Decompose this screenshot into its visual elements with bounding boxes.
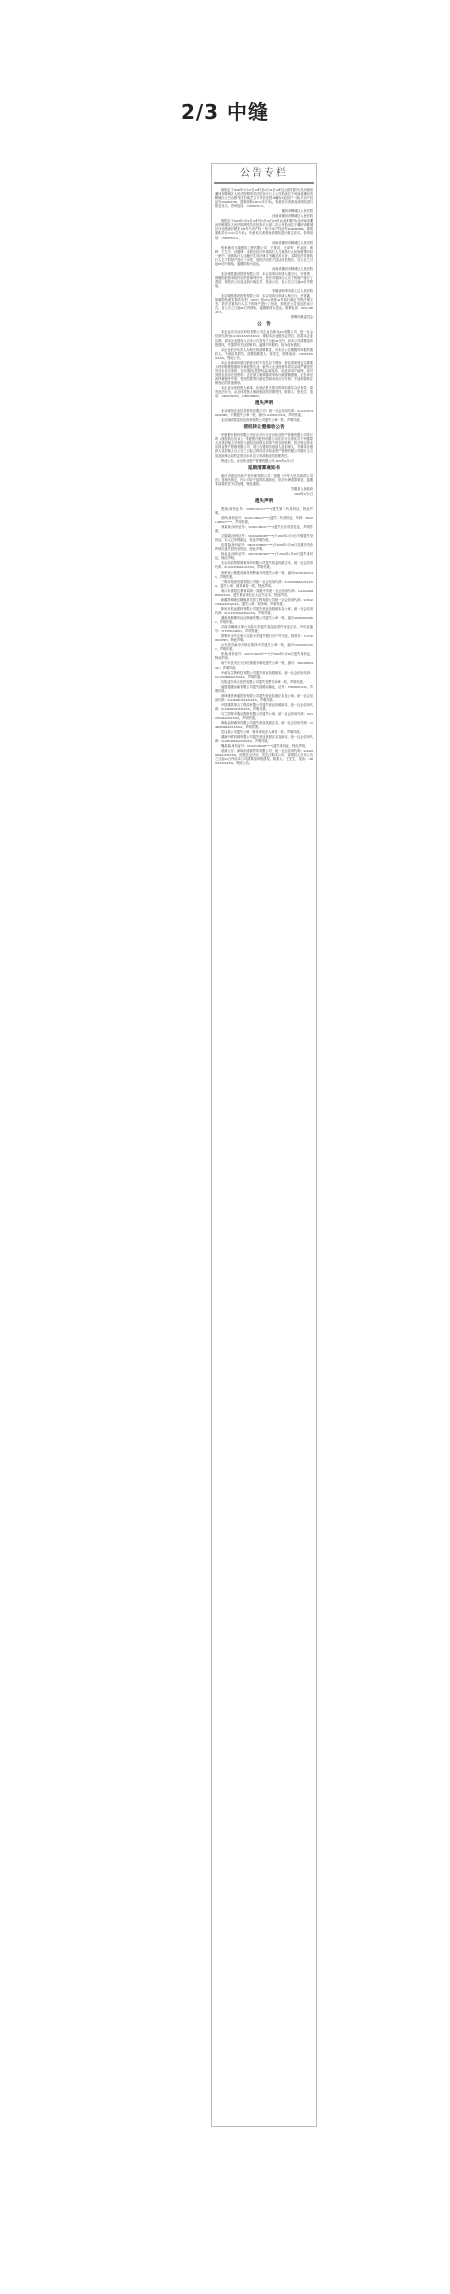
notice-signer: 河南省漯河市郾城区人民法院 [272,266,313,271]
notice-paragraph: 三明市旅游发展有限公司统一社会信用代码：91350400MA2YXXXX，遗失公章、财务章各一枚，特此声明。 [215,579,313,588]
notice-paragraph: 周口市淮阳区教育局第一高级中学统一社会信用代码：12411626MB0XXXXX，遗失事业单位法人证书正本，特此声明。 [215,588,313,597]
notice-paragraph: 贾燕(身份证号：370827197211****)遗失第二代身份证，特此声明。 [215,506,313,515]
notice-paragraph: 山东省济南市天桥区第四中学遗失公章一枚，编号3701050012457，声明作废。 [215,643,313,652]
notice-signer: 2020年2月7日 [294,491,313,496]
notice-paragraph: 北京高信苑厚晟事务所有限公司遗失营业执照正本，统一社会信用代码：91110105MA01XXXX，声明作废。 [215,561,313,570]
page-title: 2/3 中缝 [180,100,270,124]
notice-signer: 安徽省人民政府 [291,486,313,491]
notice-paragraph: 邯郸市永年区第六实验小学遗失银行开户许可证，核准号：J1275000418305，特此声明。 [215,634,313,643]
notice-heading: 遗失声明 [254,498,274,504]
notice-paragraph: 北京城投建设投资有限公司：本合同项目申请人杨万行，许青鑫，郭朝阳依照本院作出的（2020）皖0311执恢42号执行裁定书等法律文书，依法对被执行人名下的财产进行了拍卖，现依法公告送达拍卖公告，自公告之日起60日内领取，逾期即视为送达。联系电话：0552-3064515。 [215,294,313,315]
notice-paragraph: 海南金海港务有限公司遗失营业执照正本，统一社会信用代码：91460000MA5XXXXX，声明作废。 [215,721,313,730]
notice-paragraph: 文娟娟(身份证号：532624200208****)于2020年2月3日不慎遗失身份证，本人已申领新证，原证声明作废。 [215,534,313,543]
column-body [212,186,316,766]
notice-signer: 漯河市郾城区人民法院 [281,209,313,214]
notice-paragraph: 北京城邦宏业信息科技有限公司：统一社会信用代码：91110105740420390J，不慎遗失公章一枚，编号1101050125532，声明作废。 [215,409,313,418]
notice-paragraph: 中诚友生物科技有限公司遗失营业执照副本，统一社会信用代码：91110108MA01XXXX，声明作废。 [215,670,313,679]
notice-paragraph: 张家港市飞翔建筑工程有限公司、王景洋、王泽军、许金国、黄晔、王生平、孙继锋：本院在执行申请执行人与被执行人民间借贷纠纷一案中，因被执行人未履行生效法律文书确定的义务，本院依法对被执行人名下的财产进行了评估，现依法向你方送达评估报告，自公告之日起60日内领取。逾期即视为送达。 [215,245,313,266]
notice-heading: 遗失声明 [254,401,274,407]
notice-paragraph: 贵州省公路建设事务所黔南分所遗失公章一枚，编号5227010032145，声明作废。 [215,570,313,579]
notice-paragraph: 济南市槐荫区第六实验小学遗失食品经营许可证正本，许可证编号：JY33701040012，声明作废。 [215,625,313,634]
notice-paragraph: 我院定于2020年3月9日10时至3月10日10时止(延时除外)在河南省漯河市郾城区人民法院网络司法拍卖平台第二次公开拍卖位于漯河市郾城区沙北路南长路东158号不动产权一号(不动产权证号2020000986，建筑面积共计124.5平方米)。有意竞买者请登录网站进行报名竞买。咨询电话：13393955111。 [215,219,313,240]
notice-heading: 延期清算通知书 [247,465,281,471]
notice-paragraph: 武汉某公司遗失公章、财务章及法人章各一枚，声明作废。 [221,730,303,735]
notice-paragraph: 重庆市建设纺织产权代理有限公司：根据《中华人民共和国公司法》及相关规定，你公司应于接到本通知后，依法办理清算事宜，逾期本局将依法予以处理，特此通知。 [215,473,313,486]
notice-paragraph: 魏某某(身份证号：612425199206****)遗失身份证，特此声明。 [221,744,308,749]
notice-paragraph: 特此公告。北京伟业资产管理有限公司 2020年2月7日 [221,458,295,463]
notice-paragraph: 杨孟孟(身份证号：4307261997062****)于2020年1月28日遗失身份证，特此声明。 [215,552,313,561]
notice-paragraph: 赵春春(身份证号：500223198902****)于2020年1月30日在重庆市沙坪坝区遗失居民身份证，特此声明。 [215,543,313,552]
notice-paragraph: 高玲(身份证号：342221196912****)遗失二代身份证，号码：342221196912****，声明作废。 [215,515,313,524]
notice-paragraph: 张某(身份证号：410727199107****)于2020年1月20日遗失身份证，特此声明。 [215,652,313,661]
notice-paragraph: 本企业北京达农科技有限公司企业名称为XX有限公司，统一社会信用代码为9111XXXXXXXXXX，现经本企业股东会决议，拟将本企业注销。请本企业债权人自本公告发布之日起45日内，向本公司清算组申报债权，并提供有关证明材料。逾期不申报的，视为放弃债权。 [215,330,313,347]
notice-heading: 债权转让暨催收公告 [243,425,285,431]
notice-paragraph: 新民市恒远建材有限公司遗失营业执照副本及公章，统一社会信用代码：91210181MA0XXXXX，声明作废。 [215,606,313,615]
notice-paragraph: 湖南省湘潭市运达物流有限公司遗失公章一枚，编号4303020019852，声明作废。 [215,615,313,625]
notice-heading: 公 告 [257,322,271,328]
notice-paragraph: 刘某某(身份证号：510921199211****)遗失北京市居住证，声明作废。 [215,525,313,534]
column-header: 公告专栏 [214,166,314,184]
notice-paragraph: 本企业全体投资人承诺，向登记机关提交的材料真实合法有效，如有违法行为，由全体投资人承担相应的法律责任。联系人：张先生，电话：13901050763，13901586647。 [215,386,313,399]
notice-paragraph: 北京城投建设投资有限公司：本合同项目申请人秦万行，许青勇，郭朝阳依照本院作出的民事判决书，依法对被执行人名下的财产进行了查封，现依法公告送达执行裁定书、拍卖公告，自公告之日起60日内领取。 [215,271,313,289]
notice-paragraph: 湖南中联机械有限公司遗失营业执照正本及副本，统一社会信用代码：91430100MA4XXXXX，声明作废。 [215,735,313,744]
notice-signer: 安徽省蚌埠市淮上区人民法院 [272,289,313,294]
notice-signer: 邯郸仲裁委员会 [291,315,313,320]
notice-paragraph: 本企业承诺申请注销登记时不存在以下情形：涉及国家规定实施准入特别管理措施的外商投资企业；被列入企业经营异常名录或严重违法失信企业名单的；存在股权(投资权益)被冻结、出质或动产抵押，或对其他企业存在投资的；正在被立案调查或采取行政强制措施，正在诉讼或仲裁程序中的；受到罚款等行政处罚尚未执行完毕的；不适用简易注销登记的其他情形。 [215,360,313,385]
notice-paragraph: 华夏银行股份有限公司北京分行与北京伟业资产管理有限公司签订的《债权转让协议》，华夏银行股份有限公司北京分行将其对下列借款人及其担保人享有的主债权及担保合同项下的全部权利，依法转让给北京伟业资产管理有限公司，现公告通知各借款人及担保人，并要求各借款人及担保人自公告之日起立即向北京伟业资产管理有限公司履行主合同及担保合同约定的还本付息义务或相应的担保责任。 [215,433,313,458]
notice-paragraph: 我院定于2020年2月25日10时至2月26日10时止(延时除外)在河南省漯河市郾城区人民法院网络司法拍卖平台上公开拍卖位于河南省漯河市郾城区太白山路马庄村南艺立卡亨应花园18幢东5层西户一套(不动产权证号2020000185，建筑面积146.53平方米)。有意竞买者请登录网站进行报名竞买。咨询电话：13393955111。 [215,188,313,209]
notice-paragraph: 福建超越运输有限公司遗失道路运输证，证号：350200001234，声明作废。 [215,684,313,693]
notice-signer: 河南省漯河市郾城区人民法院 [272,214,313,219]
notice-paragraph: 北京瑞明泰富信息咨询有限公司遗失公章一枚，声明作废。 [221,418,303,423]
notice-paragraph: 新疆塔城地区额敏县安居工程有限公司统一社会信用代码：91654221MADNTQXXX，遗失公章、财务章，声明作废。 [215,597,313,606]
announcement-column [211,163,317,2127]
notice-paragraph: 中国建筑第五工程局有限公司遗失营业执照副本，统一社会信用代码：91430000183XXXXX，声明作废。 [215,702,313,711]
notice-signer: 河南省漯河市郾城区人民法院 [272,240,313,245]
notice-paragraph: 本企业依法负责人为相关的清算事宜，对未在公告期限内申报的债权人，不承担其损失。清算组联系人：张先生，联系电话：13XXXXXXXXX。特此公告。 [215,347,313,360]
notice-paragraph: 乌兰浩特市瑞达物资有限公司遗失公章，统一社会信用代码：91152201MA0XXXXX，声明作废。 [215,711,313,721]
notice-paragraph: 南宁市良庆区大沙田街道办事处遗失公章一枚，编号：4501080024567，声明作废。 [215,661,313,670]
notice-paragraph: 沈阳益安家太医药有限公司遗失发票专用章一枚，声明作废。 [221,679,306,684]
notice-paragraph: 清源公告：深圳市清源贸易有限公司，统一社会信用代码：91440300MA5XXXXX，经股东会决议，决定注销本公司，请债权人自本公告之日起45日内向本公司清算组申报债权。联系人：王先生，电话：138XXXXXXXX。特此公告。 [215,749,313,766]
notice-paragraph: 深圳康美海通投资有限公司遗失营业执照正本及公章，统一社会信用代码：9144030035XXXXXX，声明作废。 [215,693,313,702]
